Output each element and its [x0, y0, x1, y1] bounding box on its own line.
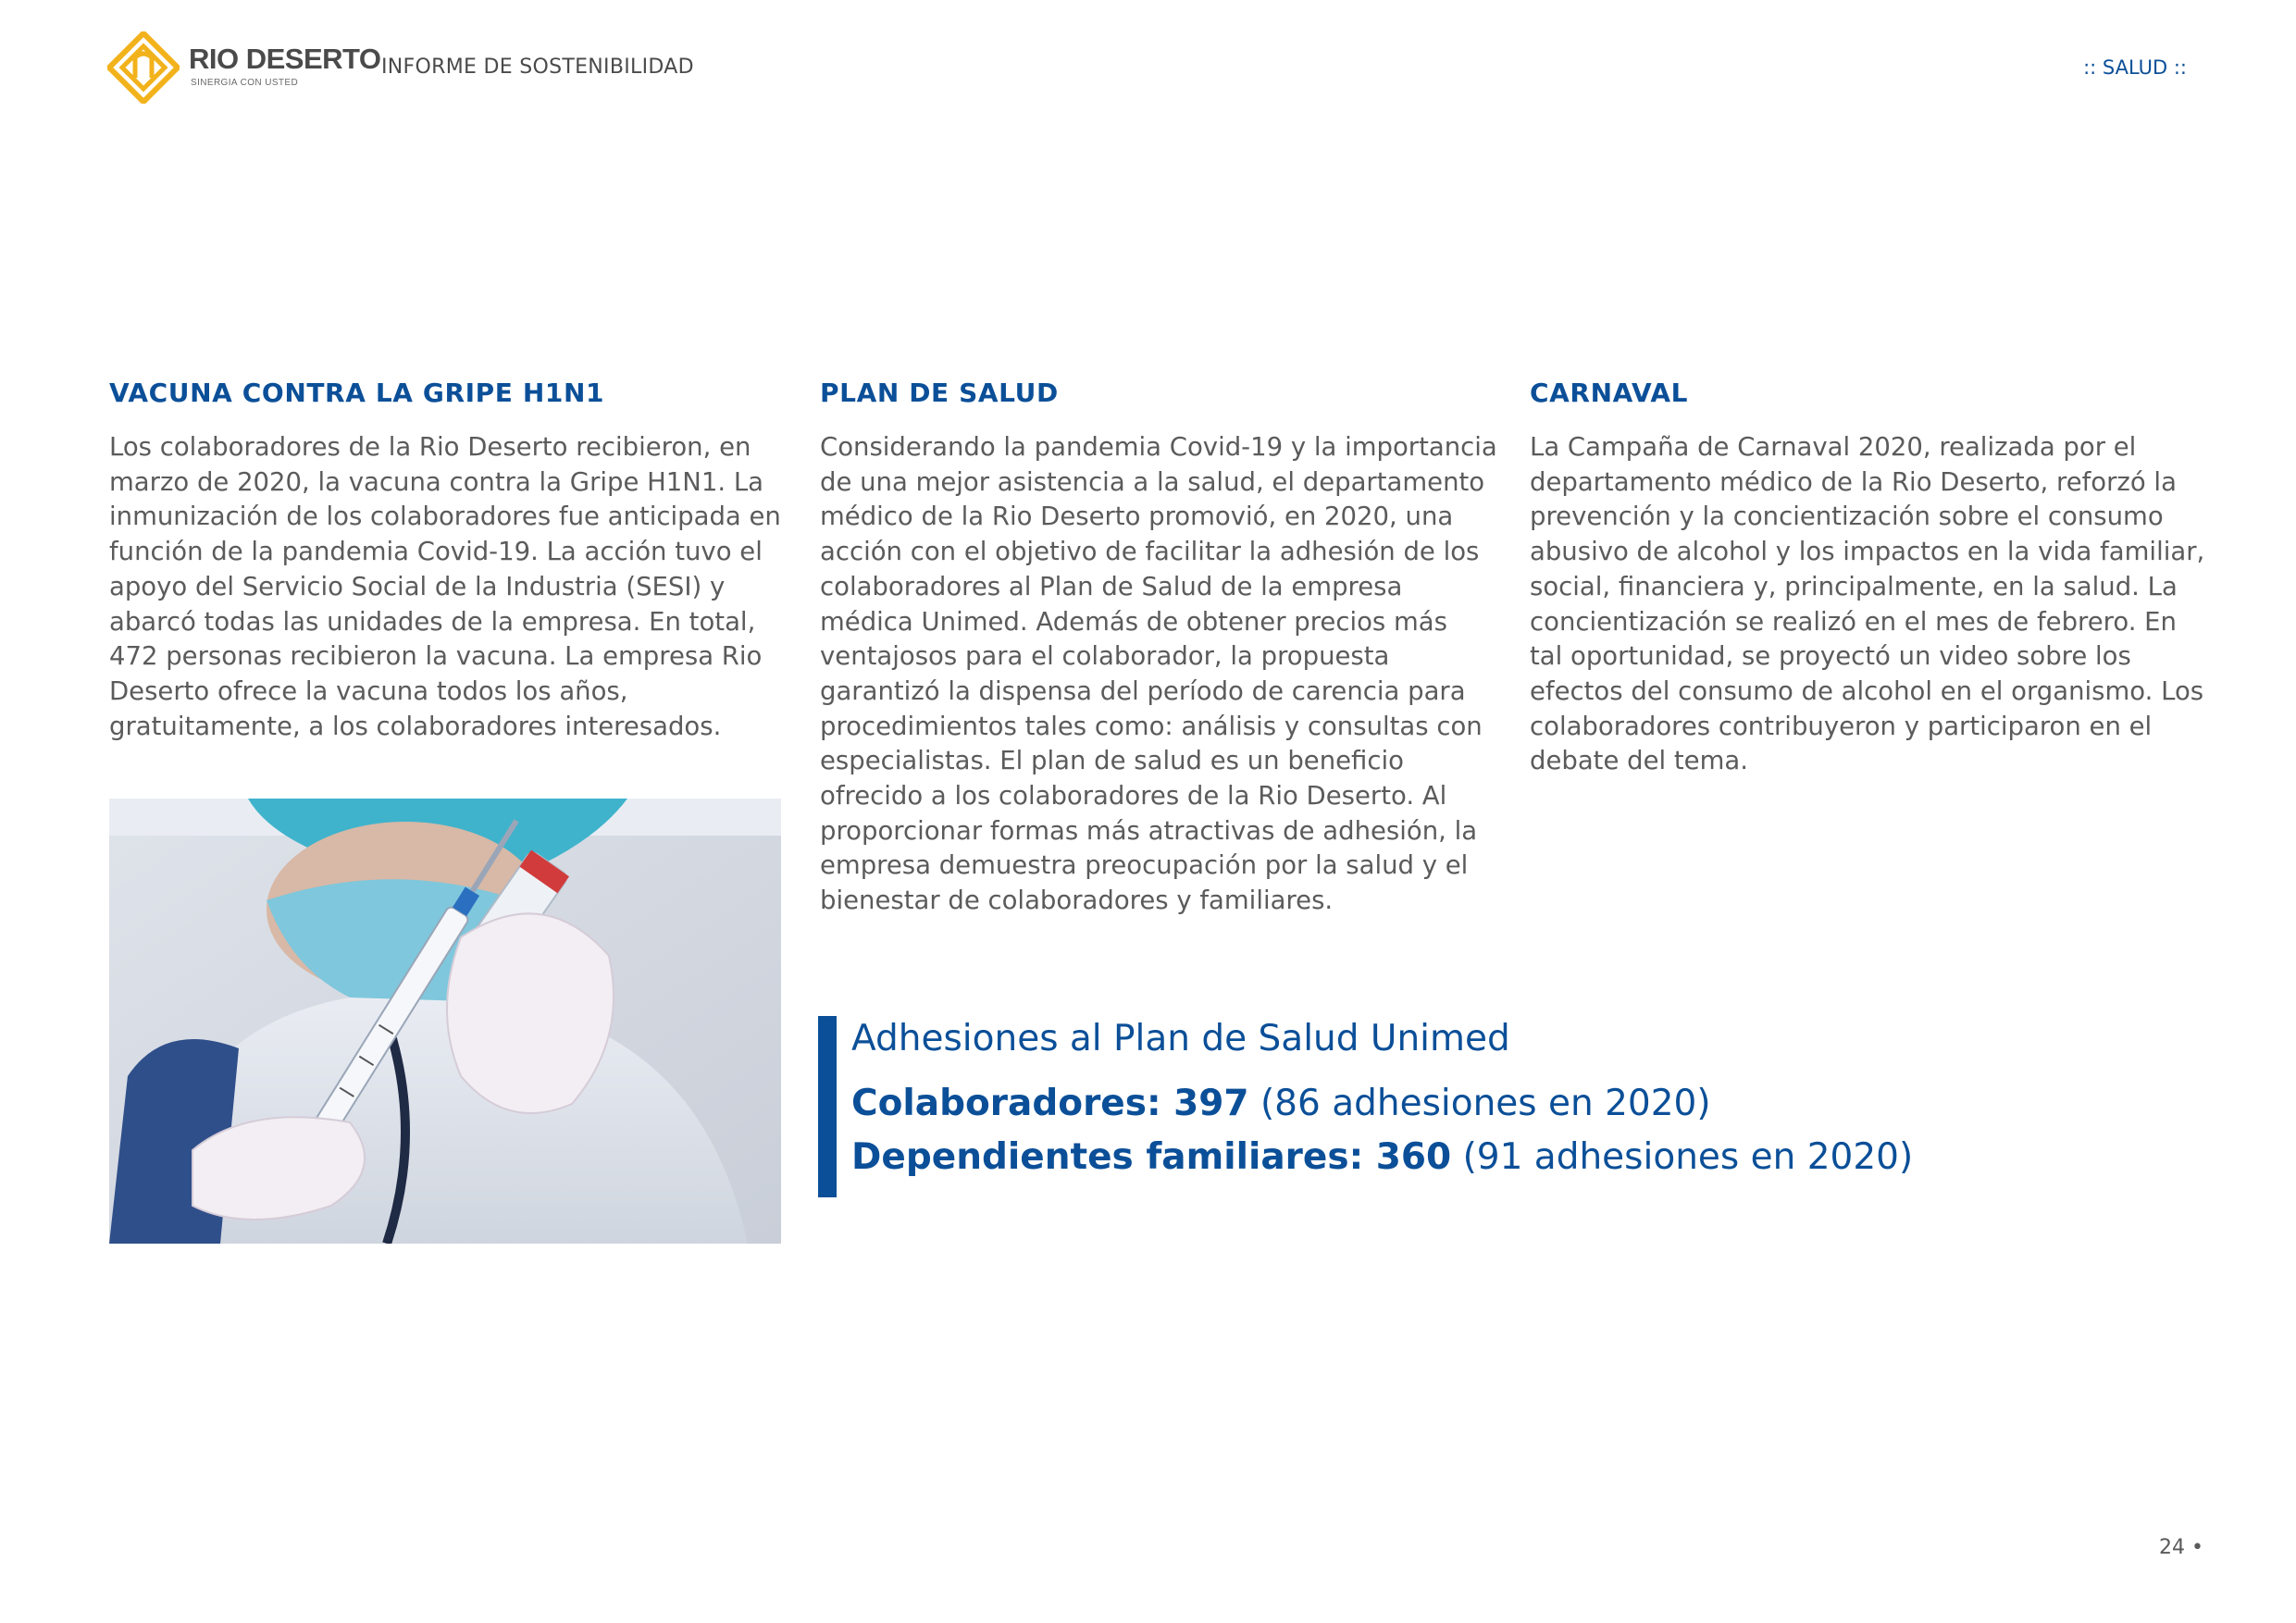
callout-accent-bar: [818, 1016, 837, 1197]
section-title: PLAN DE SALUD: [820, 378, 1059, 408]
stat-colaboradores: [851, 1081, 1711, 1127]
section-carnaval: [1530, 375, 2210, 779]
section-body: Los colaboradores de la Rio Deserto recibieron, en marzo de 2020, la vacuna contra la Gripe H1N1. La inmunización de los colaboradores fue anticipada en función de la pandemia Covid-19. La acción tuvo el apoyo del Servicio Social de la Industria (SESI) y abarcó todas las unidades de la empresa. En total, 472 personas recibieron la vacuna. La empresa Rio Deserto ofrece la vacuna todos los años, gratuitamente, a los colaboradores interesados.: [109, 432, 781, 741]
brand-tagline: SINERGIA CON USTED: [191, 78, 299, 88]
section-title: CARNAVAL: [1530, 378, 1689, 408]
vaccine-photo: [109, 799, 781, 1244]
unimed-adhesions-callout: [818, 1016, 1929, 1197]
vaccine-syringe-image: [109, 799, 781, 1244]
section-plan-de-salud: [820, 375, 1500, 919]
report-title: INFORME DE SOSTENIBILIDAD: [381, 56, 694, 79]
brand-name: RIO DESERTO: [189, 43, 381, 75]
section-vacuna-h1n1: [109, 375, 789, 744]
section-title: VACUNA CONTRA LA GRIPE H1N1: [109, 378, 605, 408]
stat-detail: (86 adhesiones en 2020): [1248, 1083, 1711, 1124]
stat-dependientes: [851, 1134, 1913, 1181]
page-number: 24 •: [2159, 1536, 2203, 1559]
callout-title: Adhesiones al Plan de Salud Unimed: [851, 1018, 1510, 1059]
section-body: La Campaña de Carnaval 2020, realizada por el departamento médico de la Rio Deserto, reforzó la prevención y la concientización sobre el consumo abusivo de alcohol y los impactos en la vida familiar, social, financiera y, principalmente, en la salud. La concientización se realizó en el mes de febrero. En tal oportunidad, se proyectó un video sobre los efectos del consumo de alcohol en el organismo. Los colaboradores contribuyeron y participaron en el debate del tema.: [1530, 432, 2205, 776]
rio-deserto-logo-icon: [107, 31, 180, 104]
stat-label: Colaboradores: 397: [851, 1083, 1249, 1124]
section-tag: :: SALUD ::: [2083, 56, 2187, 79]
stat-detail: (91 adhesiones en 2020): [1451, 1136, 1914, 1178]
stat-label: Dependientes familiares: 360: [851, 1136, 1452, 1178]
section-body: Considerando la pandemia Covid-19 y la importancia de una mejor asistencia a la salud, el departamento médico de la Rio Deserto promovió, en 2020, una acción con el objetivo de facilitar la adhesión de los colaboradores al Plan de Salud de la empresa médica Unimed. Además de obtener precios más ventajosos para el colaborador, la propuesta garantizó la dispensa del período de carencia para procedimientos tales como: análisis y consultas con especialistas. El plan de salud es un beneficio ofrecido a los colaboradores de la Rio Deserto. Al proporcionar formas más atractivas de adhesión, la empresa demuestra preocupación por la salud y el bienestar de colaboradores y familiares.: [820, 432, 1497, 916]
brand-logo: [107, 28, 381, 105]
